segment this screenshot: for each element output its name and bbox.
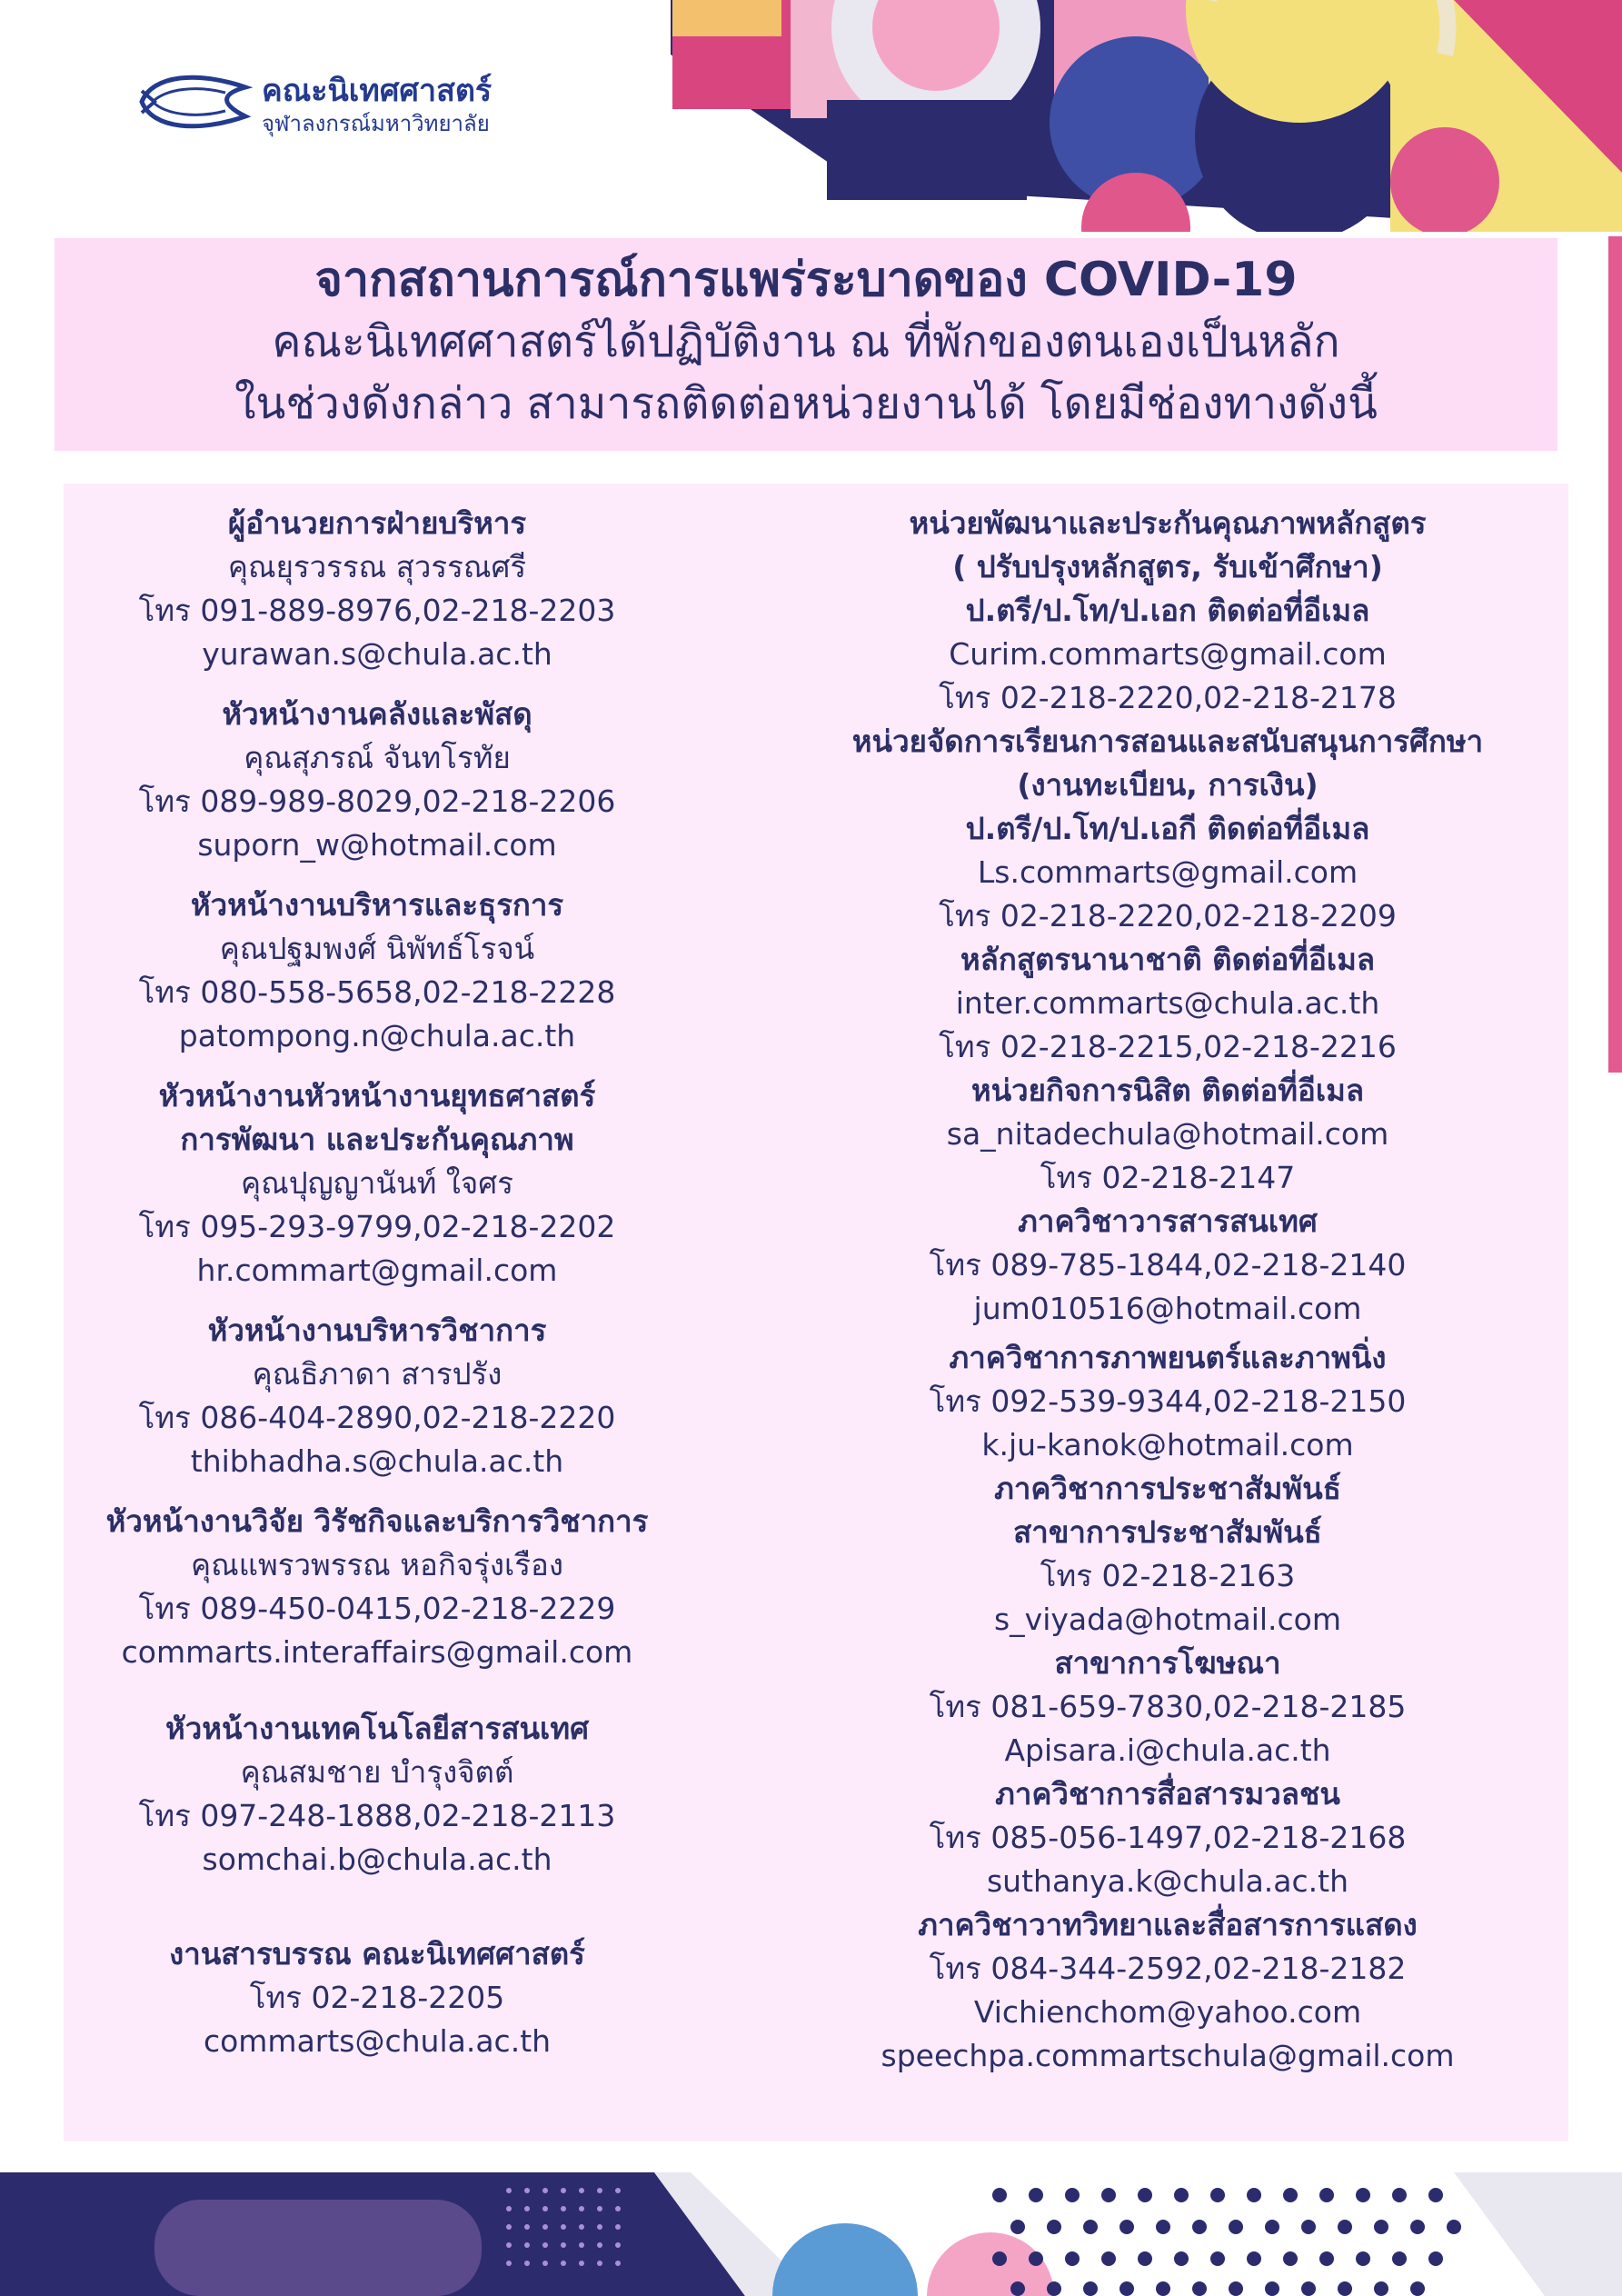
contact-email[interactable]: thibhadha.s@chula.ac.th xyxy=(190,1443,564,1479)
contact-phone: โทร 02-218-2220,02-218-2178 xyxy=(939,680,1397,715)
contact-entry xyxy=(64,502,691,676)
contact-entry xyxy=(781,1772,1554,1903)
contact-title: ป.ตรี/ป.โท/ป.เอก ติดต่อที่อีเมล xyxy=(965,593,1370,628)
headline-box xyxy=(55,238,1557,451)
contact-title: หัวหน้างานบริหารและธุรการ xyxy=(190,887,564,923)
contact-phone: โทร 02-218-2220,02-218-2209 xyxy=(939,898,1397,933)
contact-title: ( ปรับปรุงหลักสูตร, รับเข้าศึกษา) xyxy=(952,549,1383,584)
contact-title: ภาควิชาวาทวิทยาและสื่อสารการแสดง xyxy=(918,1907,1418,1942)
contact-email[interactable]: somchai.b@chula.ac.th xyxy=(202,1842,552,1877)
contact-email[interactable]: Curim.commarts@gmail.com xyxy=(949,636,1387,672)
contact-phone: โทร 080-558-5658,02-218-2228 xyxy=(138,974,616,1010)
contact-title: หน่วยจัดการเรียนการสอนและสนับสนุนการศึกษา xyxy=(851,724,1484,759)
contact-phone: โทร 095-293-9799,02-218-2202 xyxy=(138,1209,616,1244)
contact-title: การพัฒนา และประกันคุณภาพ xyxy=(180,1122,574,1157)
headline-line-2: คณะนิเทศศาสตร์ได้ปฏิบัติงาน ณ ที่พักของตนเองเป็นหลัก xyxy=(272,316,1340,367)
contact-entry xyxy=(64,1500,691,1674)
contact-title: หัวหน้างานคลังและพัสดุ xyxy=(222,696,532,732)
contact-title: ภาควิชาการประชาสัมพันธ์ xyxy=(994,1471,1341,1506)
contact-phone: โทร 097-248-1888,02-218-2113 xyxy=(138,1798,616,1833)
contact-entry xyxy=(64,1309,691,1483)
contact-person: คุณยุรวรรณ สุวรรณศรี xyxy=(227,549,527,584)
contact-title: หน่วยพัฒนาและประกันคุณภาพหลักสูตร xyxy=(909,505,1427,541)
left-contact-column xyxy=(64,502,691,2063)
contact-phone: โทร 02-218-2163 xyxy=(1040,1558,1296,1593)
bottom-decoration xyxy=(0,2172,1622,2296)
contact-person: คุณปุญญานันท์ ใจศร xyxy=(241,1165,513,1201)
contact-entry xyxy=(781,720,1554,938)
conch-shell-icon xyxy=(134,65,253,138)
contact-title: ป.ตรี/ป.โท/ป.เอกี ติดต่อที่อีเมล xyxy=(965,811,1370,846)
contact-title: หัวหน้างานวิจัย วิรัชกิจและบริการวิชาการ xyxy=(105,1503,649,1539)
contact-email[interactable]: inter.commarts@chula.ac.th xyxy=(955,985,1380,1021)
contact-phone: โทร 089-450-0415,02-218-2229 xyxy=(138,1591,616,1626)
faculty-name: คณะนิเทศศาสตร์ xyxy=(262,73,493,109)
contact-phone: โทร 084-344-2592,02-218-2182 xyxy=(929,1951,1407,1986)
contact-person: คุณธิภาดา สารปรัง xyxy=(252,1356,503,1392)
contact-email[interactable]: k.ju-kanok@hotmail.com xyxy=(981,1427,1354,1462)
contact-phone: โทร 02-218-2147 xyxy=(1040,1160,1296,1195)
right-contact-column xyxy=(781,502,1554,2078)
contact-phone: โทร 089-989-8029,02-218-2206 xyxy=(138,784,616,819)
contact-phone: โทร 02-218-2205 xyxy=(249,1980,505,2015)
university-name: จุฬาลงกรณ์มหาวิทยาลัย xyxy=(262,111,490,136)
contact-phone: โทร 091-889-8976,02-218-2203 xyxy=(138,593,616,628)
contact-email[interactable]: suthanya.k@chula.ac.th xyxy=(986,1863,1348,1899)
headline-line-1: จากสถานการณ์การแพร่ระบาดของ COVID-19 xyxy=(314,253,1298,307)
contact-phone: โทร 086-404-2890,02-218-2220 xyxy=(138,1400,616,1435)
contact-email[interactable]: jum010516@hotmail.com xyxy=(973,1291,1362,1326)
right-edge-stripe xyxy=(1608,236,1622,1073)
contact-email[interactable]: patompong.n@chula.ac.th xyxy=(178,1018,576,1053)
contact-entry xyxy=(781,1069,1554,1200)
contact-email[interactable]: Ls.commarts@gmail.com xyxy=(977,854,1358,890)
contact-entry xyxy=(781,502,1554,720)
contact-entry xyxy=(781,1336,1554,1467)
contact-title: ผู้อำนวยการฝ่ายบริหาร xyxy=(227,505,527,541)
contact-title: หัวหน้างานหัวหน้างานยุทธศาสตร์ xyxy=(158,1078,596,1113)
contact-email[interactable]: commarts.interaffairs@gmail.com xyxy=(121,1634,633,1670)
contacts-panel xyxy=(64,484,1568,2141)
contact-phone: โทร 081-659-7830,02-218-2185 xyxy=(929,1689,1407,1724)
contact-title: สาขาการประชาสัมพันธ์ xyxy=(1013,1514,1322,1550)
top-decoration xyxy=(663,0,1622,232)
contact-email[interactable]: speechpa.commartschula@gmail.com xyxy=(881,2038,1455,2073)
contact-email[interactable]: yurawan.s@chula.ac.th xyxy=(202,636,552,672)
contact-email[interactable]: s_viyada@hotmail.com xyxy=(993,1602,1342,1637)
contact-email[interactable]: Vichienchom@yahoo.com xyxy=(973,1994,1362,2030)
contact-entry xyxy=(781,1642,1554,1772)
contact-entry xyxy=(64,883,691,1058)
contact-phone: โทร 092-539-9344,02-218-2150 xyxy=(929,1383,1407,1419)
contact-title: หน่วยกิจการนิสิต ติดต่อที่อีเมล xyxy=(970,1073,1365,1108)
contact-email[interactable]: suporn_w@hotmail.com xyxy=(197,827,557,863)
contact-person: คุณสมชาย บำรุงจิตต์ xyxy=(240,1754,514,1790)
contact-title: สาขาการโฆษณา xyxy=(1054,1645,1281,1681)
contact-person: คุณปฐมพงศ์ นิพัทธ์โรจน์ xyxy=(219,931,535,966)
contact-title: ภาควิชาการสื่อสารมวลชน xyxy=(995,1776,1340,1812)
contact-entry xyxy=(64,1932,691,2063)
faculty-logo xyxy=(134,62,543,144)
contact-title: หลักสูตรนานาชาติ ติดต่อที่อีเมล xyxy=(960,942,1376,977)
contact-title: หัวหน้างานบริหารวิชาการ xyxy=(207,1313,547,1348)
contact-entry xyxy=(64,1707,691,1882)
contact-title: หัวหน้างานเทคโนโลยีสารสนเทศ xyxy=(164,1711,590,1746)
contact-phone: โทร 089-785-1844,02-218-2140 xyxy=(929,1247,1407,1283)
contact-email[interactable]: commarts@chula.ac.th xyxy=(203,2023,552,2059)
contact-email[interactable]: sa_nitadechula@hotmail.com xyxy=(946,1116,1389,1152)
contact-title: งานสารบรรณ คณะนิเทศศาสตร์ xyxy=(169,1936,585,1972)
contact-entry xyxy=(781,1903,1554,2078)
contact-entry xyxy=(781,1200,1554,1331)
contact-title: ภาควิชาการภาพยนตร์และภาพนิ่ง xyxy=(949,1340,1387,1375)
contact-entry xyxy=(781,1467,1554,1642)
contact-person: คุณแพรวพรรณ หอกิจรุ่งเรือง xyxy=(191,1547,563,1582)
contact-entry xyxy=(64,693,691,867)
contact-email[interactable]: hr.commart@gmail.com xyxy=(196,1253,558,1288)
contact-entry xyxy=(781,938,1554,1069)
contact-title: ภาควิชาวารสารสนเทศ xyxy=(1018,1203,1318,1239)
contact-entry xyxy=(64,1074,691,1293)
contact-phone: โทร 02-218-2215,02-218-2216 xyxy=(939,1029,1397,1064)
headline-line-3: ในช่วงดังกล่าว สามารถติดต่อหน่วยงานได้ โดยมีช่องทางดังนี้ xyxy=(234,378,1378,429)
contact-person: คุณสุภรณ์ จันทโรทัย xyxy=(244,740,511,775)
contact-email[interactable]: Apisara.i@chula.ac.th xyxy=(1004,1732,1331,1768)
contact-phone: โทร 085-056-1497,02-218-2168 xyxy=(929,1820,1407,1855)
contact-title: (งานทะเบียน, การเงิน) xyxy=(1017,767,1318,803)
